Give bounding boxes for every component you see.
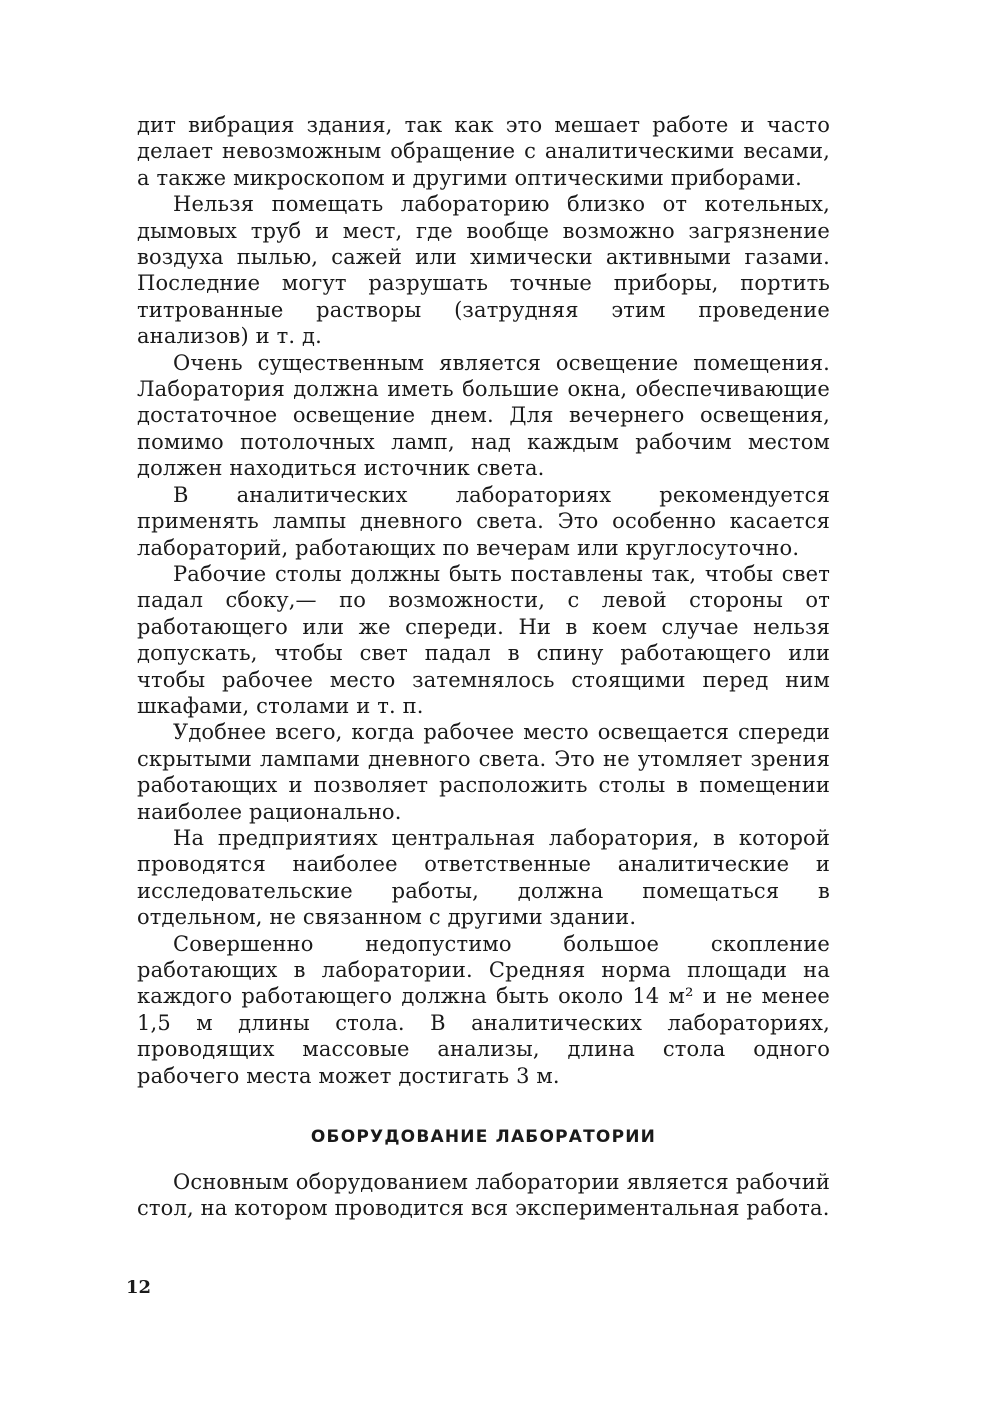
paragraph-desk-placement: Рабочие столы должны быть поставлены так, чтобы свет падал сбоку,— по возможности, с левой стороны от работающего или же спереди. Ни в коем случае нельзя допускать, чтобы свет падал в спину работающего или чтобы рабочее место затемнялось стоящими перед ним шкафами, столами и т. п. [137, 561, 830, 718]
body-text [137, 112, 830, 1089]
section-text [137, 1169, 830, 1222]
book-page [137, 112, 830, 1222]
paragraph-equipment: Основным оборудованием лаборатории является рабочий стол, на котором проводится вся экспериментальная работа. [137, 1170, 830, 1221]
paragraph-hidden-lamps: Удобнее всего, когда рабочее место освещается спереди скрытыми лампами дневного света. Это не утомляет зрения работающих и позволяет расположить столы в помещении наиболее рационально. [137, 720, 830, 824]
paragraph-daylight-lamps: В аналитических лабораториях рекомендуется применять лампы дневного света. Это особенно касается лабораторий, работающих по вечерам или круглосуточно. [137, 482, 830, 560]
paragraph-lighting: Очень существенным является освещение помещения. Лаборатория должна иметь большие окна, обеспечивающие достаточное освещение днем. Для вечернего освещения, помимо потолочных ламп, над каждым рабочим местом должен находиться источник света. [137, 350, 830, 481]
paragraph-vibration: дит вибрация здания, так как это мешает работе и часто делает невозможным обращение с аналитическими весами, а также микроскопом и другими оптическими приборами. [137, 113, 830, 190]
paragraph-location: Нельзя помещать лабораторию близко от котельных, дымовых труб и мест, где вообще возможно загрязнение воздуха пылью, сажей или химически активными газами. Последние могут разрушать точные приборы, портить титрованные растворы (затрудняя этим проведение анализов) и т. д. [137, 192, 830, 349]
section-heading: ОБОРУДОВАНИЕ ЛАБОРАТОРИИ [310, 1127, 657, 1148]
paragraph-central-lab: На предприятиях центральная лаборатория, в которой проводятся наиболее ответственные аналитические и исследовательские работы, должна помещаться в отдельном, не связанном с другими здании. [137, 825, 830, 930]
page-number: 12 [126, 1277, 152, 1298]
paragraph-floor-area: Совершенно недопустимо большое скопление работающих в лаборатории. Средняя норма площади на каждого работающего должна быть около 14 м² и не менее 1,5 м длины стола. В аналитических лабораториях, проводящих массовые анализы, длина стола одного рабочего места может достигать 3 м. [137, 931, 830, 1088]
